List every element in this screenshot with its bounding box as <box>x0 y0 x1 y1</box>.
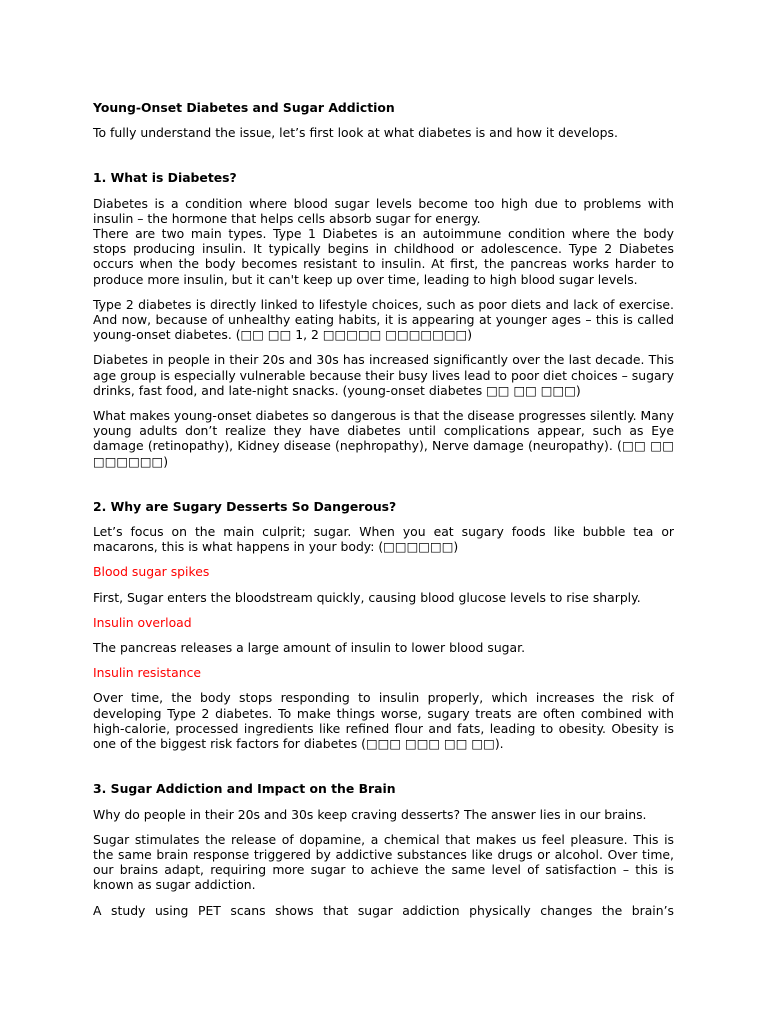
subheading-insulin-overload: Insulin overload <box>93 614 192 630</box>
paragraph: A study using PET scans shows that sugar addiction physically changes the brain’s <box>93 902 674 918</box>
paragraph: Over time, the body stops responding to insulin properly, which increases the risk of developing Type 2 diabetes. To make things worse, sugary treats are often combined with high-calorie, processed ingredients like refined flour and fats, leading to obesity. Obesity is one of the biggest risk factors for diabetes (□□□ □□□ □□ □□). <box>93 690 674 752</box>
paragraph: There are two main types. Type 1 Diabetes is an autoimmune condition where the body stops producing insulin. It typically begins in childhood or adolescence. Type 2 Diabetes occurs when the body becomes resistant to insulin. At first, the pancreas works harder to produce more insulin, but it can't keep up over time, leading to high blood sugar levels. <box>93 226 674 287</box>
intro-paragraph: To fully understand the issue, let’s first look at what diabetes is and how it develops. <box>93 125 618 141</box>
paragraph: What makes young-onset diabetes so dangerous is that the disease progresses silently. Many young adults don’t realize they have diabetes until complications appear, such as Eye damage (retinopathy), Kidney disease (nephropathy), Nerve damage (neuropathy). (□□ □□ □□□□□□) <box>93 408 674 469</box>
section-heading-sugar-addiction: 3. Sugar Addiction and Impact on the Brain <box>93 781 396 797</box>
paragraph: Type 2 diabetes is directly linked to lifestyle choices, such as poor diets and lack of exercise. And now, because of unhealthy eating habits, it is appearing at younger ages – this is called young-onset diabetes. (□□ □□ 1, 2 □□□□□ □□□□□□□) <box>93 296 674 343</box>
document-title: Young-Onset Diabetes and Sugar Addiction <box>93 100 395 115</box>
section-heading-what-is-diabetes: 1. What is Diabetes? <box>93 170 237 186</box>
paragraph: Why do people in their 20s and 30s keep craving desserts? The answer lies in our brains. <box>93 806 647 822</box>
paragraph: First, Sugar enters the bloodstream quickly, causing blood glucose levels to rise sharply. <box>93 589 641 605</box>
paragraph: The pancreas releases a large amount of insulin to lower blood sugar. <box>93 640 526 656</box>
paragraph: Let’s focus on the main culprit; sugar. When you eat sugary foods like bubble tea or macarons, this is what happens in your body: (□□□□□□) <box>93 524 674 555</box>
subheading-blood-sugar-spikes: Blood sugar spikes <box>93 564 210 580</box>
subheading-insulin-resistance: Insulin resistance <box>93 665 202 681</box>
document-page <box>93 100 674 928</box>
section-heading-sugary-desserts: 2. Why are Sugary Desserts So Dangerous? <box>93 498 397 514</box>
paragraph: Sugar stimulates the release of dopamine, a chemical that makes us feel pleasure. This is the same brain response triggered by addictive substances like drugs or alcohol. Over time, our brains adapt, requiring more sugar to achieve the same level of satisfaction – this is known as sugar addiction. <box>93 831 674 893</box>
paragraph: Diabetes in people in their 20s and 30s has increased significantly over the last decade. This age group is especially vulnerable because their busy lives lead to poor diet choices – sugary drinks, fast food, and late-night snacks. (young-onset diabetes □□ □□ □□□) <box>93 352 674 398</box>
paragraph: Diabetes is a condition where blood sugar levels become too high due to problems with insulin – the hormone that helps cells absorb sugar for energy. <box>93 195 674 226</box>
